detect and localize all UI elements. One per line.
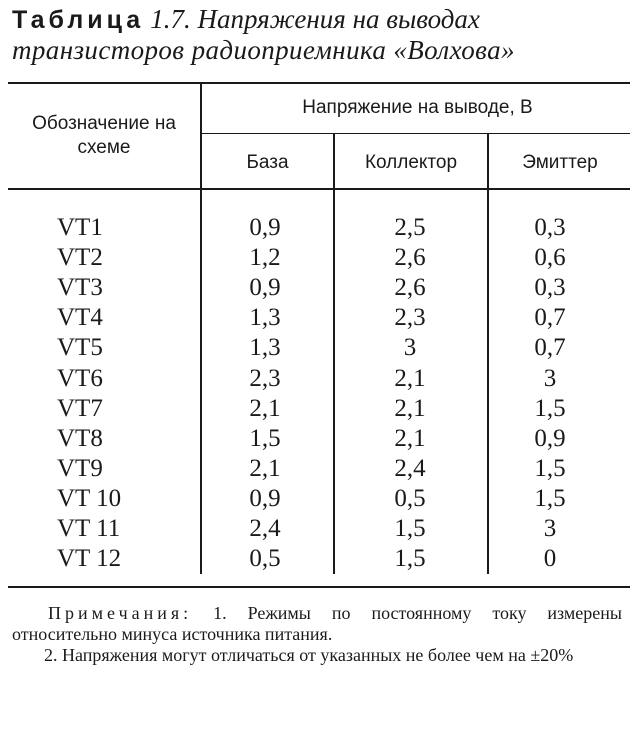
row-collector-voltage: 2,1 — [394, 425, 426, 452]
row-collector-voltage: 1,5 — [394, 545, 426, 572]
row-base-voltage: 2,4 — [249, 515, 281, 542]
table-caption — [12, 4, 632, 65]
row-emitter-voltage: 0,3 — [534, 274, 566, 301]
row-designation: VT5 — [57, 334, 103, 361]
table-top-rule — [8, 82, 630, 84]
row-designation: VT1 — [57, 214, 103, 241]
column-divider-3 — [487, 134, 489, 574]
row-designation: VT4 — [57, 304, 103, 331]
row-collector-voltage: 2,5 — [394, 214, 426, 241]
row-emitter-voltage: 0,6 — [534, 244, 566, 271]
row-base-voltage: 0,9 — [249, 485, 281, 512]
row-emitter-voltage: 0,9 — [534, 425, 566, 452]
row-designation: VT6 — [57, 365, 103, 392]
row-designation: VT9 — [57, 455, 103, 482]
note-2: 2. Напряжения могут отличаться от указанных не более чем на ±20% — [44, 645, 574, 665]
row-designation: VT 12 — [57, 545, 122, 572]
caption-number: 1.7. — [150, 4, 191, 34]
row-emitter-voltage: 0,7 — [534, 304, 566, 331]
row-collector-voltage: 0,5 — [394, 485, 426, 512]
row-designation: VT2 — [57, 244, 103, 271]
row-emitter-voltage: 1,5 — [534, 395, 566, 422]
row-designation: VT3 — [57, 274, 103, 301]
row-collector-voltage: 3 — [403, 334, 417, 361]
header-base: База — [246, 152, 289, 173]
row-base-voltage: 1,2 — [249, 244, 281, 271]
row-collector-voltage: 2,1 — [394, 365, 426, 392]
header-emitter: Эмиттер — [522, 152, 598, 173]
row-base-voltage: 0,9 — [249, 214, 281, 241]
subheader-rule — [202, 133, 630, 134]
notes-label: Примечания: — [48, 603, 193, 623]
column-divider-2 — [333, 134, 335, 574]
header-voltage-group: Напряжение на выводе, В — [302, 97, 533, 118]
caption-prefix: Таблица — [12, 6, 145, 34]
row-emitter-voltage: 0 — [543, 545, 557, 572]
row-designation: VT 10 — [57, 485, 122, 512]
row-emitter-voltage: 0,7 — [534, 334, 566, 361]
row-base-voltage: 1,3 — [249, 304, 281, 331]
row-base-voltage: 0,9 — [249, 274, 281, 301]
table-bottom-rule — [8, 586, 630, 588]
column-divider-1 — [200, 84, 202, 574]
row-emitter-voltage: 3 — [543, 515, 557, 542]
row-base-voltage: 1,3 — [249, 334, 281, 361]
row-collector-voltage: 2,6 — [394, 244, 426, 271]
row-collector-voltage: 2,4 — [394, 455, 426, 482]
row-base-voltage: 1,5 — [249, 425, 281, 452]
row-emitter-voltage: 1,5 — [534, 485, 566, 512]
row-collector-voltage: 2,6 — [394, 274, 426, 301]
row-base-voltage: 2,3 — [249, 365, 281, 392]
row-designation: VT 11 — [57, 515, 121, 542]
row-emitter-voltage: 0,3 — [534, 214, 566, 241]
header-designation: Обозначение на схеме — [32, 113, 176, 158]
caption-title-line2: транзисторов радиоприемника «Волхова» — [12, 35, 515, 65]
row-emitter-voltage: 3 — [543, 365, 557, 392]
row-base-voltage: 2,1 — [249, 455, 281, 482]
row-base-voltage: 0,5 — [249, 545, 281, 572]
caption-title-line1: Напряжения на выводах — [197, 4, 480, 34]
row-collector-voltage: 2,1 — [394, 395, 426, 422]
row-collector-voltage: 1,5 — [394, 515, 426, 542]
row-base-voltage: 2,1 — [249, 395, 281, 422]
row-emitter-voltage: 1,5 — [534, 455, 566, 482]
row-collector-voltage: 2,3 — [394, 304, 426, 331]
row-designation: VT8 — [57, 425, 103, 452]
header-bottom-rule — [8, 188, 630, 190]
row-designation: VT7 — [57, 395, 103, 422]
header-collector: Коллектор — [364, 152, 458, 173]
note-1: 1. Режимы по постоянному току измерены относительно минуса источника питания. — [12, 603, 623, 644]
table-notes — [12, 603, 622, 666]
